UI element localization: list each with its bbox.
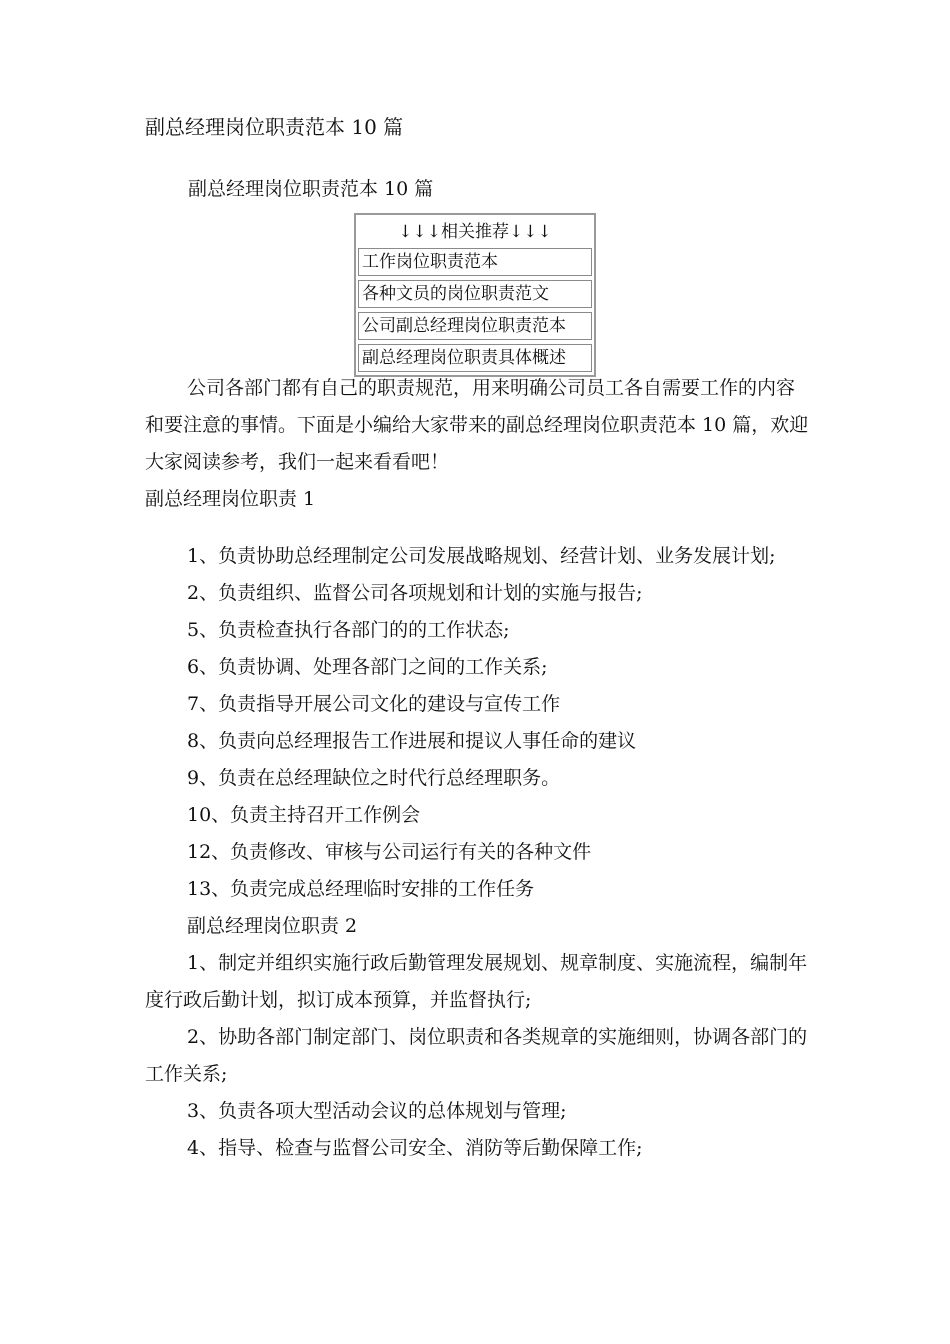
list-item: 7、负责指导开展公司文化的建设与宣传工作 (187, 693, 561, 715)
list-item: 2、负责组织、监督公司各项规划和计划的实施与报告; (187, 582, 643, 604)
section-heading: 副总经理岗位职责 1 (145, 488, 316, 510)
document-body (145, 370, 810, 1167)
document-title: 副总经理岗位职责范本 10 篇 (145, 115, 404, 139)
list-item: 4、指导、检查与监督公司安全、消防等后勤保障工作; (187, 1137, 643, 1159)
list-item: 8、负责向总经理报告工作进展和提议人事任命的建议 (187, 730, 637, 752)
intro-paragraph: 公司各部门都有自己的职责规范，用来明确公司员工各自需要工作的内容和要注意的事情。下面是小编给大家带来的副总经理岗位职责范本 10 篇，欢迎大家阅读参考，我们一起来看看吧！ (145, 377, 809, 473)
list-item: 2、协助各部门制定部门、岗位职责和各类规章的实施细则，协调各部门的工作关系; (145, 1026, 808, 1085)
recommendation-link[interactable]: 副总经理岗位职责具体概述 (358, 344, 592, 372)
list-item: 5、负责检查执行各部门的的工作状态; (187, 619, 510, 641)
list-item: 3、负责各项大型活动会议的总体规划与管理; (187, 1100, 567, 1122)
recommendation-box (354, 213, 596, 377)
recommendation-header: ↓↓↓相关推荐↓↓↓ (398, 222, 552, 242)
list-item: 13、负责完成总经理临时安排的工作任务 (187, 878, 535, 900)
recommendation-link[interactable]: 公司副总经理岗位职责范本 (358, 312, 592, 340)
list-item: 12、负责修改、审核与公司运行有关的各种文件 (187, 841, 592, 863)
document-subtitle: 副总经理岗位职责范本 10 篇 (188, 178, 434, 200)
recommendation-link[interactable]: 工作岗位职责范本 (358, 248, 592, 276)
recommendation-link[interactable]: 各种文员的岗位职责范文 (358, 280, 592, 308)
list-item: 1、负责协助总经理制定公司发展战略规划、经营计划、业务发展计划; (187, 545, 776, 567)
list-item: 10、负责主持召开工作例会 (187, 804, 421, 826)
section-heading: 副总经理岗位职责 2 (187, 915, 358, 937)
list-item: 1、制定并组织实施行政后勤管理发展规划、规章制度、实施流程，编制年度行政后勤计划，拟订成本预算，并监督执行; (145, 952, 808, 1011)
list-item: 6、负责协调、处理各部门之间的工作关系; (187, 656, 548, 678)
list-item: 9、负责在总经理缺位之时代行总经理职务。 (187, 767, 561, 789)
